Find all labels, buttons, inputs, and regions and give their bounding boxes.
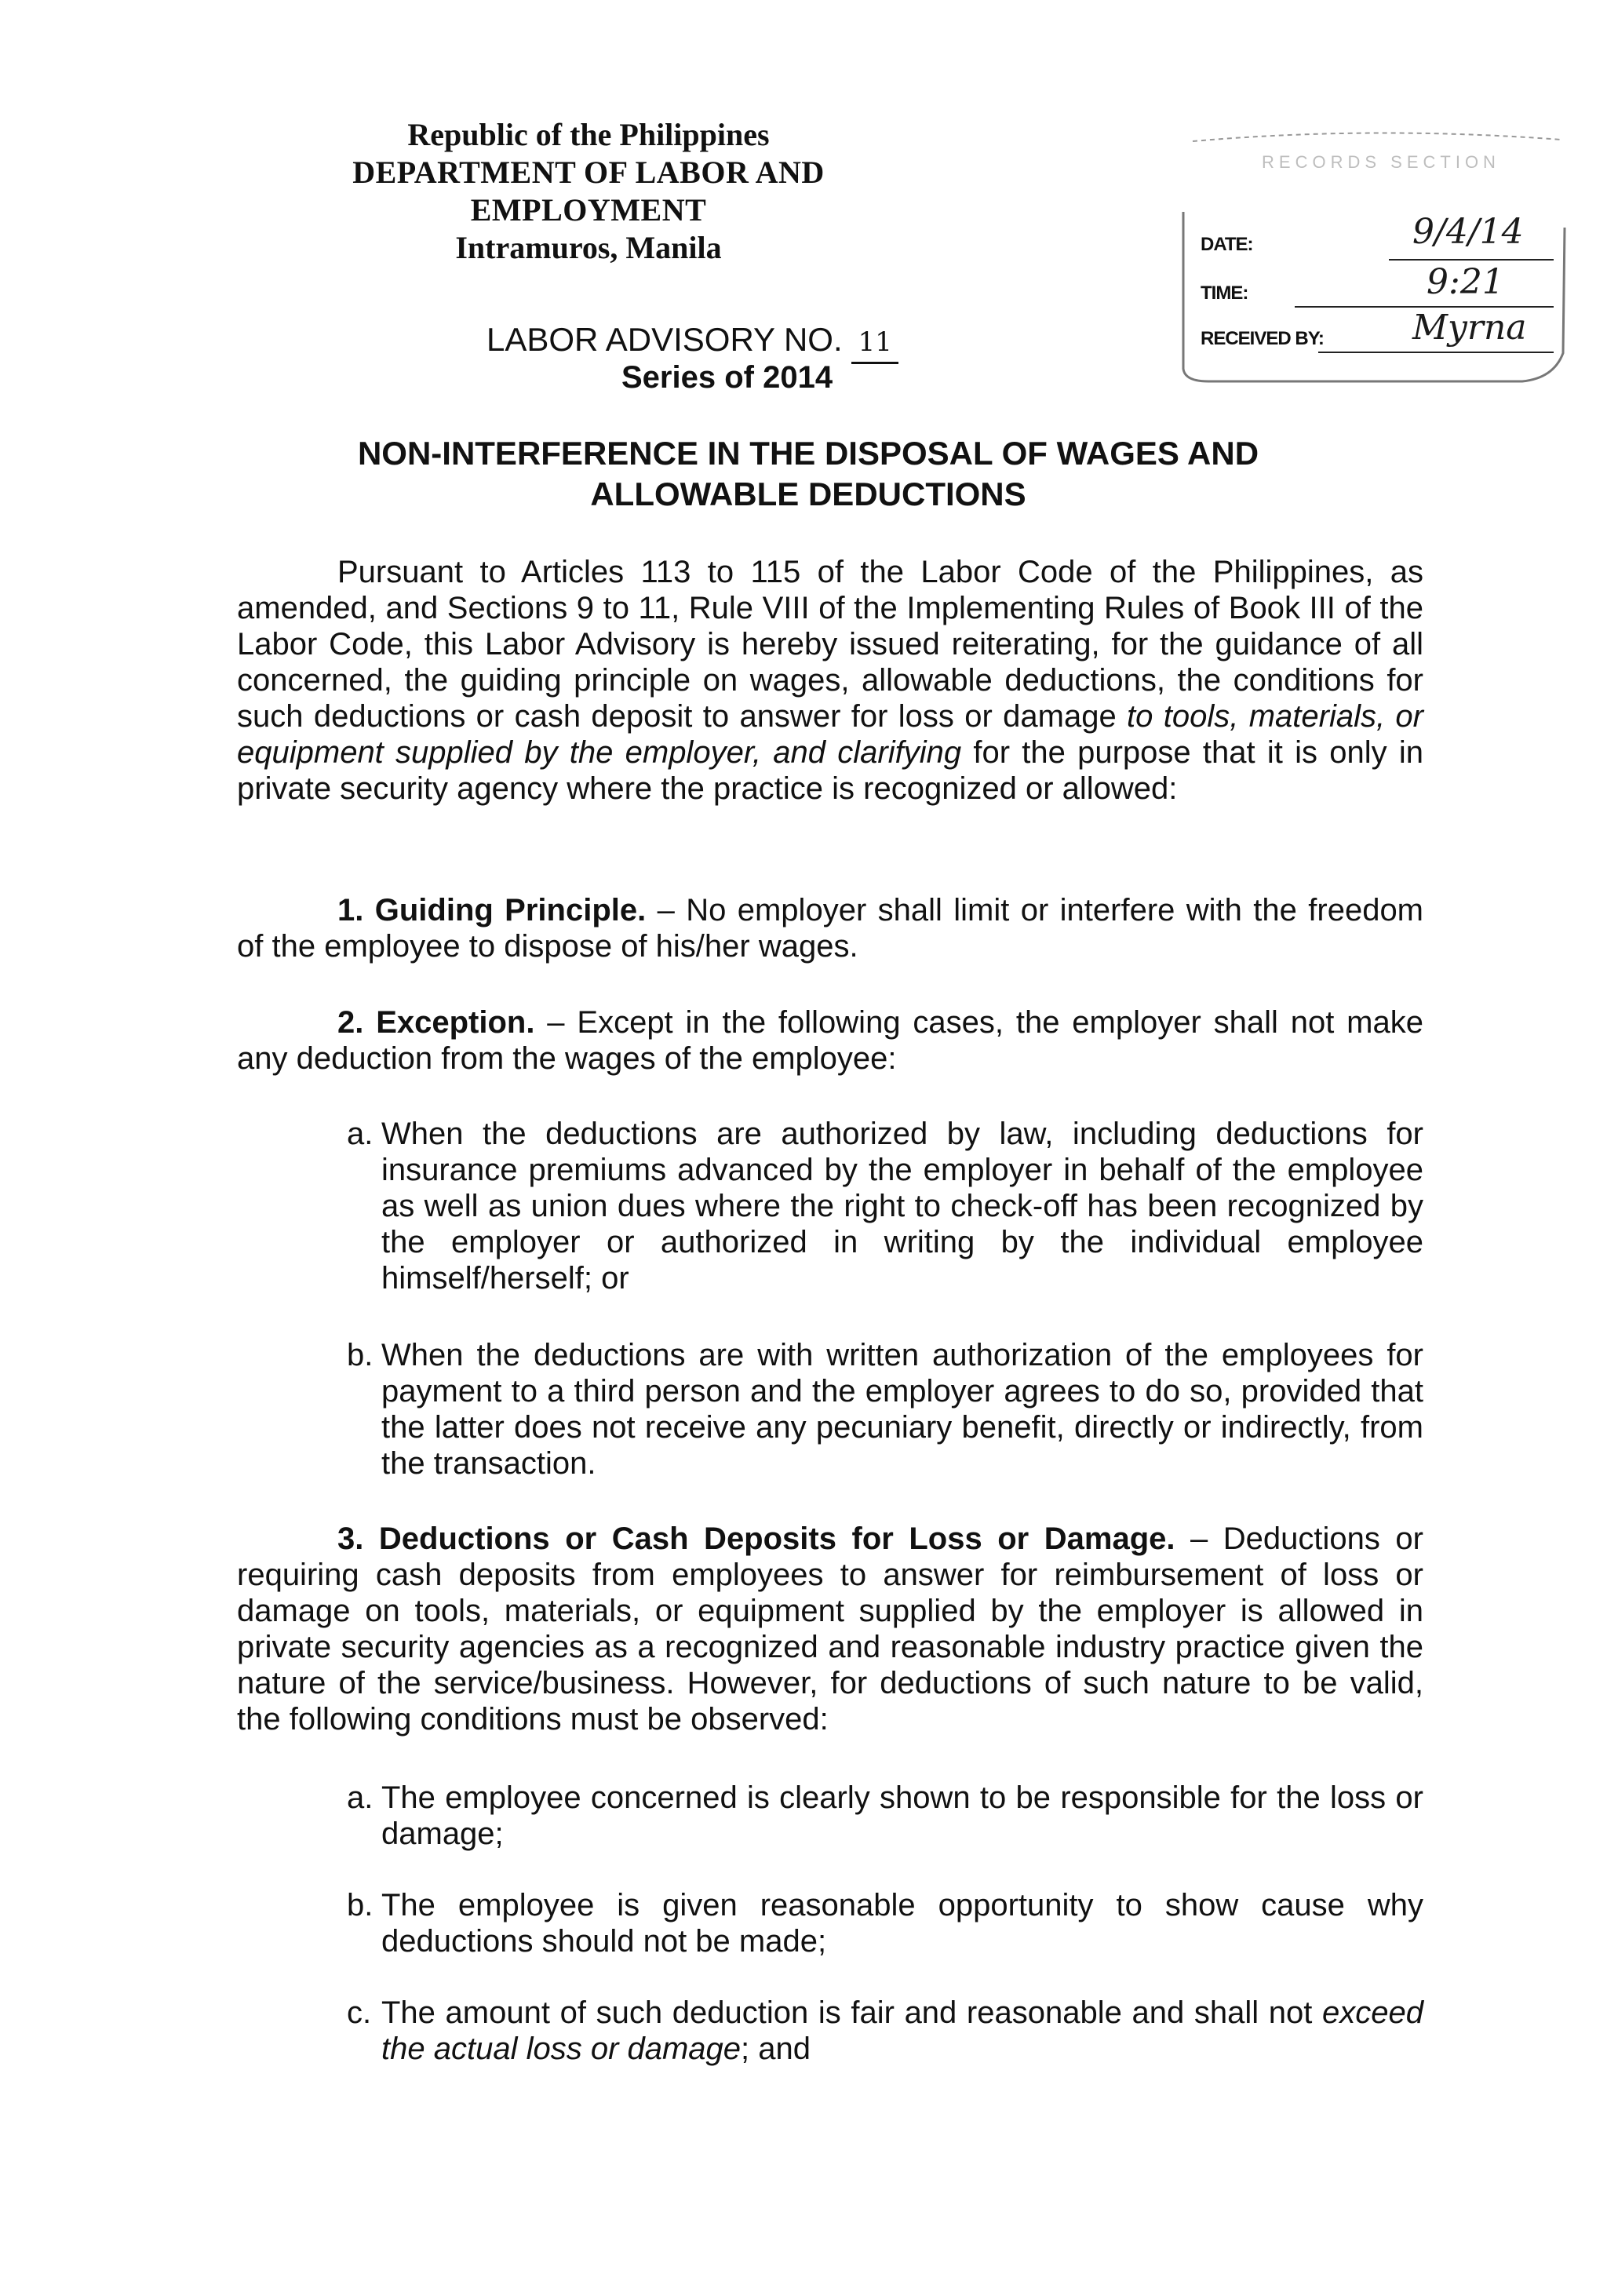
list-item: [347, 1116, 1423, 1296]
series-line: Series of 2014: [621, 360, 833, 395]
list-item-text-italic: exceed the actual loss or damage: [381, 1995, 1423, 2066]
list-item: [347, 1780, 1423, 1852]
section-deductions-loss-damage: [237, 1521, 1423, 1737]
list-item-text: When the deductions are authorized by law, including deductions for insurance premiums advanced by the employer in behalf of the employee as well as union dues where the right to check-off has been recognized by the employer or authorized in writing by the individual employee himself/herself; or: [381, 1117, 1423, 1296]
intro-text-pre: Pursuant to Articles 113 to 115 of the Labor Code of the Philippines, as amended, and Sections 9 to 11, Rule VIII of the Implementing Rules of Book III of the Labor Code, this Labor Advisory is hereby issued reiterating, for the guidance of all concerned, the guiding principle on wages, allowable deductions, the conditions for such deductions or cash deposit to answer for loss or damage: [237, 555, 1423, 734]
list-item-text-post: ; and: [741, 2032, 811, 2066]
advisory-number: 11: [851, 323, 898, 364]
list-item-text-pre: The amount of such deduction is fair and reasonable and shall not: [381, 1995, 1323, 2030]
list-item-label: c.: [347, 1995, 372, 2030]
list-item-label: a.: [347, 1780, 374, 1815]
section-2-text: – Except in the following cases, the employer shall not make any deduction from the wages of the employee:: [237, 1005, 1423, 1076]
section-3-heading: 3. Deductions or Cash Deposits for Loss or Damage.: [337, 1522, 1175, 1556]
stamp-date-label: DATE:: [1201, 234, 1253, 255]
list-item: [347, 1995, 1423, 2067]
stamp-received-label: RECEIVED BY:: [1201, 328, 1324, 349]
list-item-text: When the deductions are with written authorization of the employees for payment to a third person and the employer agrees to do so, provided that the latter does not receive any pecuniary benefit, directly or indirectly, from the transaction.: [381, 1338, 1423, 1481]
list-item-label: b.: [347, 1338, 374, 1372]
intro-text-post: for the purpose that it is only in private security agency where the practice is recognized or allowed:: [237, 735, 1424, 806]
section-1-text: – No employer shall limit or interfere with the freedom of the employee to dispose of his/her wages.: [237, 893, 1424, 964]
advisory-label: LABOR ADVISORY NO.: [486, 321, 843, 358]
stamp-header: RECORDS SECTION: [1262, 152, 1500, 172]
intro-text-italic: to tools, materials, or equipment supplied by the employer, and clarifying: [237, 699, 1423, 770]
advisory-number-line: [486, 320, 898, 364]
section-exception: [237, 1004, 1423, 1077]
stamp-time-value: 9:21: [1427, 262, 1504, 302]
list-item-text: The employee is given reasonable opportunity to show cause why deductions should not be made;: [381, 1888, 1423, 1959]
list-item-text: The employee concerned is clearly shown to be responsible for the loss or damage;: [381, 1780, 1423, 1851]
document-title: [235, 433, 1381, 515]
intro-paragraph: [237, 554, 1423, 807]
list-item: [347, 1337, 1423, 1481]
list-item-label: a.: [347, 1117, 374, 1151]
received-stamp: [1177, 118, 1569, 384]
stamp-time-label: TIME:: [1201, 282, 1248, 304]
section-2-heading: 2. Exception.: [337, 1005, 535, 1040]
stamp-date-line: [1389, 259, 1554, 261]
section-3-text: – Deductions or requiring cash deposits from employees to answer for reimbursement of loss or damage on tools, materials, or equipment supplied by the employer is allowed in private security agencies as a recognized and reasonable industry practice given the nature of the service/business. However, for deductions of such nature to be valid, the following conditions must be observed:: [237, 1522, 1423, 1737]
stamp-received-line: [1318, 352, 1554, 353]
stamp-date-value: 9/4/14: [1412, 212, 1524, 252]
location-line: Intramuros, Manila: [455, 230, 722, 265]
title-line-1: NON-INTERFERENCE IN THE DISPOSAL OF WAGES AND: [357, 435, 1259, 472]
section-1-heading: 1. Guiding Principle.: [337, 893, 647, 928]
title-line-2: ALLOWABLE DEDUCTIONS: [590, 476, 1026, 512]
republic-line: Republic of the Philippines: [407, 117, 770, 152]
list-item-label: b.: [347, 1888, 374, 1922]
section-guiding-principle: [237, 892, 1423, 964]
letterhead: [235, 116, 942, 267]
list-item: [347, 1887, 1423, 1959]
stamp-received-signature: Myrna: [1412, 308, 1527, 348]
department-line: DEPARTMENT OF LABOR AND EMPLOYMENT: [352, 155, 825, 228]
